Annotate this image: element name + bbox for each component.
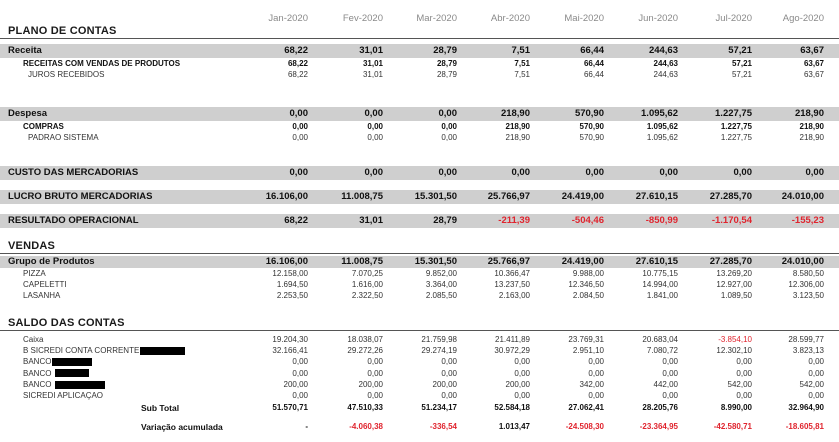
value-cell: 0,00 <box>367 357 383 367</box>
value-cell: 0,00 <box>364 108 383 119</box>
row-label <box>23 345 185 356</box>
value-cell: 200,00 <box>283 379 308 389</box>
value-cell: 0,00 <box>441 368 457 378</box>
value-cell: 3.823,13 <box>792 346 824 356</box>
value-cell: 24.419,00 <box>561 256 604 267</box>
value-cell: 244,63 <box>653 59 678 68</box>
row-label <box>8 190 152 204</box>
row-label <box>23 334 43 345</box>
value-cell: 0,00 <box>514 391 530 400</box>
value-cell: 0,00 <box>733 167 752 178</box>
value-cell: 47.510,33 <box>347 403 383 412</box>
value-cell: 0,00 <box>367 368 383 378</box>
row-custo-mercadorias <box>0 166 839 180</box>
value-cell: 66,44 <box>583 70 604 79</box>
value-cell: 0,00 <box>367 122 383 131</box>
value-cell: 13.269,20 <box>716 269 752 278</box>
value-cell: 31,01 <box>359 215 383 226</box>
value-cell: 32.964,90 <box>788 403 824 412</box>
row-label <box>28 69 104 80</box>
value-cell: -4.060,38 <box>349 422 383 431</box>
value-cell: 7.080,72 <box>646 346 678 356</box>
row-label-text: RECEITAS COM VENDAS DE PRODUTOS <box>23 59 181 68</box>
value-cell: 200,00 <box>432 379 457 389</box>
value-cell: 27.062,41 <box>568 403 604 412</box>
value-cell: 63,67 <box>803 59 824 68</box>
row-label <box>8 107 47 121</box>
row-conta <box>0 356 839 367</box>
value-cell: 28,79 <box>433 45 457 56</box>
value-cell: 3.123,50 <box>792 291 824 300</box>
value-cell: 63,67 <box>803 70 824 79</box>
value-cell: 28.205,76 <box>642 403 678 412</box>
value-cell: 1.227,75 <box>715 108 752 119</box>
value-cell: 24.010,00 <box>781 256 824 267</box>
value-cell: 63,67 <box>800 45 824 56</box>
row-label-text: Grupo de Produtos <box>8 256 95 267</box>
value-cell: 28,79 <box>436 59 457 68</box>
value-cell: -1.170,54 <box>711 215 752 226</box>
row-label <box>8 44 42 58</box>
value-cell: 570,90 <box>579 133 604 142</box>
row-resultado-operacional <box>0 214 839 228</box>
value-cell: -155,23 <box>791 215 824 226</box>
value-cell: 7.070,25 <box>351 269 383 278</box>
section-title-saldo: SALDO DAS CONTAS <box>8 317 125 329</box>
value-cell: 16.106,00 <box>265 256 308 267</box>
row-label-text: COMPRAS <box>23 122 64 131</box>
value-cell: 27.610,15 <box>635 256 678 267</box>
value-cell: 0,00 <box>662 391 678 400</box>
value-cell: 21.759,98 <box>421 335 457 344</box>
row-variacao-acumulada <box>0 421 839 433</box>
value-cell: 0,00 <box>588 391 604 400</box>
value-cell: 21.411,89 <box>495 335 530 344</box>
row-compras <box>0 121 839 132</box>
value-cell: 11.008,75 <box>341 256 383 267</box>
value-cell: 25.766,97 <box>487 191 530 202</box>
month-header <box>0 13 839 25</box>
value-cell: 1.013,47 <box>498 422 530 431</box>
value-cell: 0,00 <box>367 391 383 400</box>
value-cell: 66,44 <box>580 45 604 56</box>
value-cell: 28,79 <box>436 70 457 79</box>
section-title-vendas: VENDAS <box>8 240 56 252</box>
value-cell: 9.852,00 <box>425 269 457 278</box>
value-cell: 3.364,00 <box>425 280 457 289</box>
value-cell: 14.994,00 <box>642 280 678 289</box>
divider <box>0 38 839 39</box>
row-label-text: B SICREDI CONTA CORRENTE <box>23 346 140 356</box>
value-cell: 68,22 <box>287 70 308 79</box>
value-cell: 68,22 <box>284 215 308 226</box>
value-cell: 0,00 <box>511 167 530 178</box>
value-cell: 8.580,50 <box>792 269 824 278</box>
value-cell: 200,00 <box>358 379 383 389</box>
value-cell: 20.683,04 <box>642 335 678 344</box>
value-cell: 0,00 <box>292 368 308 378</box>
value-cell: -42.580,71 <box>713 422 752 431</box>
value-cell: 570,90 <box>574 108 604 119</box>
value-cell: 0,00 <box>736 391 752 400</box>
value-cell: 542,00 <box>727 379 752 389</box>
value-cell: 0,00 <box>441 357 457 367</box>
value-cell: 0,00 <box>292 357 308 367</box>
value-cell: 27.285,70 <box>709 256 752 267</box>
row-label-text: JUROS RECEBIDOS <box>28 70 105 79</box>
value-cell: 15.301,50 <box>414 256 457 267</box>
value-cell: 51.234,17 <box>421 403 457 412</box>
month-header-cell: Mar-2020 <box>416 13 457 24</box>
row-receita <box>0 44 839 58</box>
value-cell: 66,44 <box>583 59 604 68</box>
value-cell: 31,01 <box>362 70 383 79</box>
value-cell: 28.599,77 <box>788 335 824 344</box>
value-cell: 1.841,00 <box>646 291 678 300</box>
value-cell: -850,99 <box>645 215 678 226</box>
value-cell: 1.616,00 <box>351 280 383 289</box>
row-label <box>23 58 180 69</box>
value-cell: 218,90 <box>799 122 824 131</box>
value-cell: 0,00 <box>585 167 604 178</box>
value-cell: 2.163,00 <box>498 291 530 300</box>
value-cell: 15.301,50 <box>414 191 457 202</box>
value-cell: 12.306,00 <box>788 280 824 289</box>
value-cell: 11.008,75 <box>341 191 383 202</box>
value-cell: 0,00 <box>662 357 678 367</box>
divider <box>0 253 839 254</box>
page-title: PLANO DE CONTAS <box>8 25 117 37</box>
row-label-text: BANCO <box>23 357 52 367</box>
value-cell: 32.166,41 <box>272 346 308 356</box>
value-cell: 29.272,26 <box>347 346 383 356</box>
value-cell: 0,00 <box>438 167 457 178</box>
value-cell: 1.095,62 <box>646 133 678 142</box>
value-cell: 25.766,97 <box>487 256 530 267</box>
row-label-text: Despesa <box>8 108 48 119</box>
row-produto <box>0 279 839 290</box>
row-label-text: Sub Total <box>141 403 180 413</box>
value-cell: 0,00 <box>659 167 678 178</box>
month-header-cell: Fev-2020 <box>342 13 383 24</box>
value-cell: 31,01 <box>362 59 383 68</box>
value-cell: 1.095,62 <box>641 108 678 119</box>
row-label-text: CUSTO DAS MERCADORIAS <box>8 167 139 178</box>
value-cell: 23.769,31 <box>568 335 604 344</box>
value-cell: 0,00 <box>441 391 457 400</box>
value-cell: 68,22 <box>284 45 308 56</box>
month-header-cell: Jun-2020 <box>638 13 678 24</box>
value-cell: 0,00 <box>588 357 604 367</box>
value-cell: 12.927,00 <box>716 280 752 289</box>
value-cell: 0,00 <box>588 368 604 378</box>
value-cell: 2.084,50 <box>572 291 604 300</box>
value-cell: 7,51 <box>514 59 530 68</box>
value-cell: 12.158,00 <box>272 269 308 278</box>
row-label-text: LASANHA <box>23 291 61 300</box>
value-cell: 16.106,00 <box>265 191 308 202</box>
month-header-cell: Mai-2020 <box>564 13 604 24</box>
value-cell: 0,00 <box>441 122 457 131</box>
value-cell: 27.610,15 <box>635 191 678 202</box>
value-cell: 28,79 <box>433 215 457 226</box>
row-label <box>28 132 99 143</box>
row-label <box>8 214 139 228</box>
row-produto <box>0 290 839 301</box>
row-receitas-vendas <box>0 58 839 69</box>
row-label <box>23 268 46 279</box>
row-label-text: PIZZA <box>23 269 46 278</box>
row-label <box>23 379 105 390</box>
redaction-block <box>55 381 105 389</box>
value-cell: 24.010,00 <box>781 191 824 202</box>
value-cell: 0,00 <box>367 133 383 142</box>
value-cell: 10.366,47 <box>494 269 530 278</box>
value-cell: 0,00 <box>292 391 308 400</box>
value-cell: 244,63 <box>648 45 678 56</box>
row-conta <box>0 379 839 390</box>
row-conta <box>0 368 839 379</box>
row-label-text: LUCRO BRUTO MERCADORIAS <box>8 191 153 202</box>
value-cell: 0,00 <box>808 368 824 378</box>
value-cell: -24.508,30 <box>565 422 604 431</box>
value-cell: 18.038,07 <box>347 335 383 344</box>
redaction-block <box>140 347 185 355</box>
value-cell: 570,90 <box>579 122 604 131</box>
value-cell: 0,00 <box>808 391 824 400</box>
row-label <box>23 290 60 301</box>
row-lucro-bruto <box>0 190 839 204</box>
row-produto <box>0 268 839 279</box>
value-cell: -211,39 <box>498 215 530 226</box>
row-label <box>8 166 138 180</box>
value-cell: 2.951,10 <box>572 346 604 356</box>
month-header-cell: Abr-2020 <box>490 13 530 24</box>
value-cell: 10.775,15 <box>642 269 678 278</box>
value-cell: 29.274,19 <box>421 346 457 356</box>
row-label <box>8 256 95 268</box>
value-cell: 1.227,75 <box>720 133 752 142</box>
row-conta <box>0 390 839 401</box>
value-cell: 218,90 <box>794 108 824 119</box>
row-label-text: Caixa <box>23 335 44 344</box>
value-cell: 57,21 <box>728 45 752 56</box>
row-label <box>23 390 103 401</box>
value-cell: 27.285,70 <box>709 191 752 202</box>
value-cell: 30.972,29 <box>494 346 530 356</box>
value-cell: -23.364,95 <box>639 422 678 431</box>
value-cell: 8.990,00 <box>720 403 752 412</box>
value-cell: 218,90 <box>505 122 530 131</box>
value-cell: 13.237,50 <box>494 280 530 289</box>
value-cell: 0,00 <box>289 167 308 178</box>
row-despesa <box>0 107 839 121</box>
value-cell: 0,00 <box>736 368 752 378</box>
value-cell: -336,54 <box>429 422 457 431</box>
row-label-text: BANCO <box>23 368 54 378</box>
value-cell: 0,00 <box>736 357 752 367</box>
value-cell: 9.988,00 <box>572 269 604 278</box>
value-cell: 7,51 <box>511 45 530 56</box>
value-cell: 12.302,10 <box>716 346 752 356</box>
value-cell: 57,21 <box>731 59 752 68</box>
value-cell: 24.419,00 <box>561 191 604 202</box>
value-cell: 0,00 <box>805 167 824 178</box>
value-cell: 52.584,18 <box>494 403 530 412</box>
row-label-text: SICREDI APLICAÇAO <box>23 391 104 400</box>
value-cell: 542,00 <box>799 379 824 389</box>
value-cell: 0,00 <box>514 357 530 367</box>
row-conta <box>0 345 839 356</box>
value-cell: 0,00 <box>514 368 530 378</box>
row-label-text: CAPELETTI <box>23 280 67 289</box>
month-header-cell: Jul-2020 <box>715 13 752 24</box>
divider <box>0 330 839 331</box>
value-cell: 0,00 <box>438 108 457 119</box>
value-cell: 1.227,75 <box>720 122 752 131</box>
month-header-cell: Ago-2020 <box>782 13 824 24</box>
row-juros-recebidos <box>0 69 839 80</box>
row-label-text: PADRAO SISTEMA <box>28 133 99 142</box>
row-label-text: RESULTADO OPERACIONAL <box>8 215 139 226</box>
row-label <box>141 402 179 414</box>
value-cell: 2.322,50 <box>351 291 383 300</box>
value-cell: 442,00 <box>653 379 678 389</box>
value-cell: 0,00 <box>292 133 308 142</box>
row-conta <box>0 334 839 345</box>
row-label <box>23 368 89 379</box>
row-label <box>141 421 223 433</box>
value-cell: 218,90 <box>500 108 530 119</box>
value-cell: 200,00 <box>505 379 530 389</box>
value-cell: 0,00 <box>808 357 824 367</box>
value-cell: 342,00 <box>579 379 604 389</box>
value-cell: 57,21 <box>731 70 752 79</box>
value-cell: 0,00 <box>289 108 308 119</box>
row-label-text: Variação acumulada <box>141 422 223 432</box>
value-cell: 0,00 <box>292 122 308 131</box>
value-cell: 7,51 <box>514 70 530 79</box>
row-grupo-produtos <box>0 256 839 268</box>
row-padrao-sistema <box>0 132 839 143</box>
month-header-cell: Jan-2020 <box>268 13 308 24</box>
redaction-block <box>52 358 92 366</box>
value-cell: 218,90 <box>799 133 824 142</box>
value-cell: 0,00 <box>364 167 383 178</box>
value-cell: 31,01 <box>359 45 383 56</box>
value-cell: - <box>305 422 308 431</box>
value-cell: 2.253,50 <box>276 291 308 300</box>
row-label <box>23 121 64 132</box>
redaction-block <box>55 369 89 377</box>
value-cell: 51.570,71 <box>272 403 308 412</box>
value-cell: 218,90 <box>505 133 530 142</box>
value-cell: 2.085,50 <box>425 291 457 300</box>
value-cell: 68,22 <box>287 59 308 68</box>
row-label-text: Receita <box>8 45 42 56</box>
row-label <box>23 356 92 367</box>
row-subtotal <box>0 402 839 414</box>
value-cell: 244,63 <box>653 70 678 79</box>
value-cell: -504,46 <box>571 215 604 226</box>
value-cell: 19.204,30 <box>272 335 308 344</box>
value-cell: 12.346,50 <box>568 280 604 289</box>
row-label-text: BANCO <box>23 379 54 389</box>
value-cell: 1.089,50 <box>720 291 752 300</box>
value-cell: -18.605,81 <box>785 422 824 431</box>
row-label <box>23 279 67 290</box>
value-cell: 1.694,50 <box>276 280 308 289</box>
value-cell: 1.095,62 <box>646 122 678 131</box>
value-cell: 0,00 <box>441 133 457 142</box>
value-cell: 0,00 <box>662 368 678 378</box>
value-cell: -3.854,10 <box>718 335 752 344</box>
